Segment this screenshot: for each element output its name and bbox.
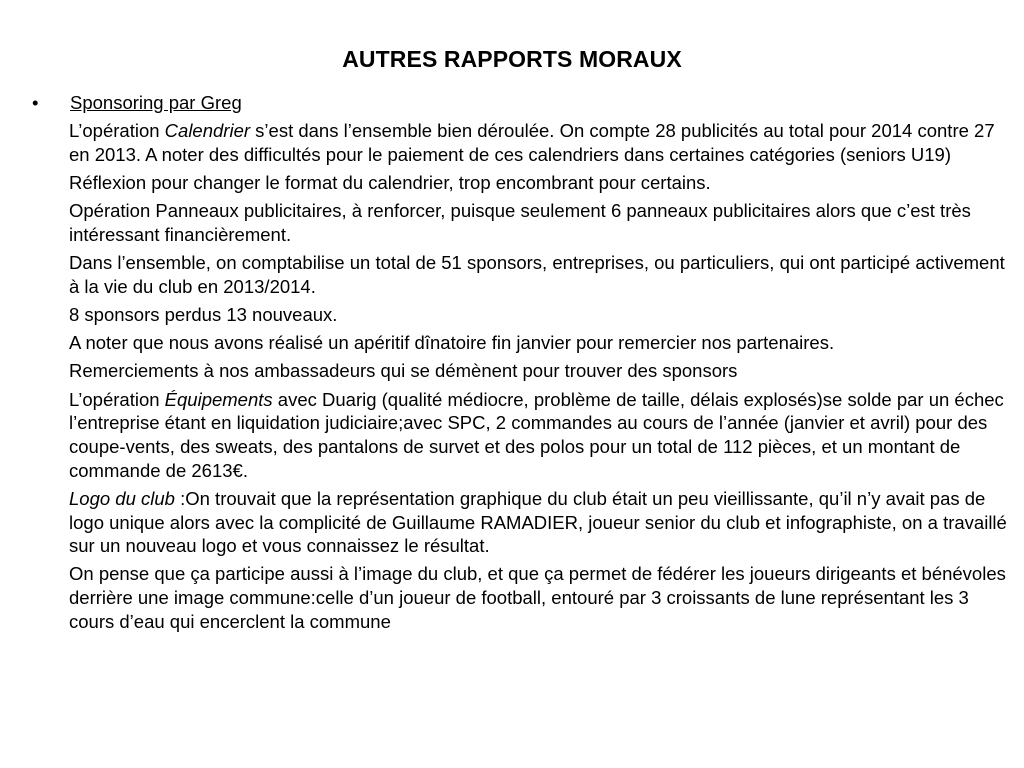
paragraph-aperitif: A noter que nous avons réalisé un apéritif dînatoire fin janvier pour remercier nos partenaires. bbox=[69, 332, 835, 354]
paragraph-text: L’opération bbox=[69, 388, 165, 410]
calendrier-emphasis: Calendrier bbox=[164, 120, 251, 141]
paragraph-text: L’opération bbox=[69, 120, 165, 141]
equipements-emphasis: Équipements bbox=[164, 388, 273, 410]
paragraph-sponsors-count: 8 sponsors perdus 13 nouveaux. bbox=[69, 303, 338, 325]
paragraph-remerciements: Remerciements à nos ambassadeurs qui se démènent pour trouver des sponsors bbox=[69, 360, 738, 382]
paragraph-image-club: On pense que ça participe aussi à l’image du club, et que ça permet de fédérer les joueurs dirigeants et bénévoles derrière une image commune:celle d’un joueur de football, entouré par 3 croissants de lune représentant les 3 cours d’eau qui encerclent la commune bbox=[69, 563, 1006, 632]
paragraph-equipements bbox=[69, 388, 1013, 483]
bullet-item bbox=[32, 91, 242, 115]
logo-emphasis: Logo du club bbox=[69, 487, 181, 509]
paragraph-text: avec Duarig (qualité médiocre, problème de taille, délais explosés)se solde par un échec l’entreprise étant en liquidation judiciaire;avec SPC, 2 commandes au cours de l’année (janvier et avril) pour des coupe-vents, des sweats, des pantalons de survet et des polos pour un total de 112 pièces, et un montant de commande de 2613€. bbox=[69, 388, 1004, 481]
bullet-heading: Sponsoring par Greg bbox=[70, 92, 242, 113]
paragraph-logo bbox=[69, 487, 1013, 558]
paragraph-panneaux: Opération Panneaux publicitaires, à renforcer, puisque seulement 6 panneaux publicitaires alors que c’est très intéressant financièrement. bbox=[69, 200, 971, 245]
bullet-icon: • bbox=[32, 92, 39, 113]
paragraph-total-sponsors: Dans l’ensemble, on comptabilise un total de 51 sponsors, entreprises, ou particuliers, qui ont participé activement à la vie du club en 2013/2014. bbox=[69, 252, 1005, 297]
paragraph-calendrier bbox=[69, 119, 1013, 166]
paragraph-text: s’est dans l’ensemble bien déroulée. On compte 28 publicités au total pour 2014 contre 27 en 2013. A noter des difficultés pour le paiement de ces calendriers dans certaines catégories (seniors U19) bbox=[69, 120, 995, 165]
paragraph-text: :On trouvait que la représentation graphique du club était un peu vieillissante, qu’il n’y avait pas de logo unique alors avec la complicité de Guillaume RAMADIER, joueur senior du club et infographiste, on a travaillé sur un nouveau logo et vous connaissez le résultat. bbox=[69, 487, 1007, 557]
slide-title: AUTRES RAPPORTS MORAUX bbox=[342, 46, 682, 72]
slide-body bbox=[69, 119, 1013, 638]
paragraph-reflexion: Réflexion pour changer le format du calendrier, trop encombrant pour certains. bbox=[69, 171, 711, 193]
